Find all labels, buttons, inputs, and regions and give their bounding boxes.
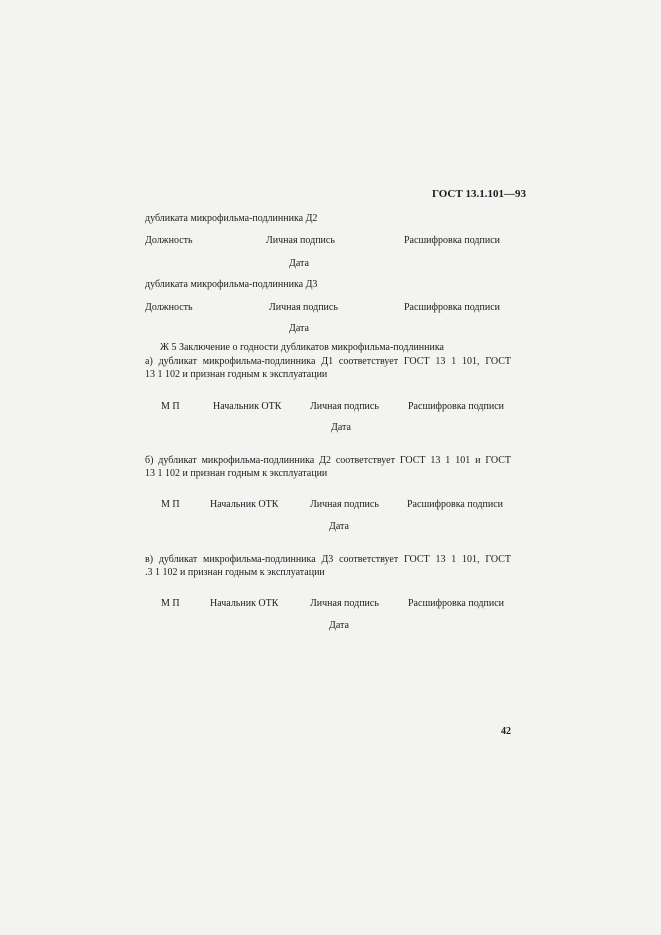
- conclusion-heading: Ж 5 Заключение о годности дубликатов микрофильма-подлинника: [160, 342, 444, 353]
- item-b-line-1: б) дубликат микрофильма-подлинника Д2 соответствует ГОСТ 13 1 101 и ГОСТ: [145, 455, 511, 466]
- item-a-line-2: 13 1 102 и признан годным к эксплуатации: [145, 369, 328, 380]
- d3-title: дубликата микрофильма-подлинника Д3: [145, 279, 318, 290]
- d3-date-label: Дата: [289, 323, 309, 334]
- d3-decoding-label: Расшифровка подписи: [404, 302, 500, 313]
- item-c-line-2: .3 1 102 и признан годным к эксплуатации: [145, 567, 325, 578]
- d3-signature-label: Личная подпись: [269, 302, 338, 313]
- item-a-line-1: а) дубликат микрофильма-подлинника Д1 соответствует ГОСТ 13 1 101, ГОСТ: [145, 356, 511, 367]
- row1-head-otk-label: Начальник ОТК: [213, 401, 282, 412]
- row2-decoding-label: Расшифровка подписи: [407, 499, 503, 510]
- d3-position-label: Должность: [145, 302, 193, 313]
- row1-signature-label: Личная подпись: [310, 401, 379, 412]
- d2-date-label: Дата: [289, 258, 309, 269]
- standard-header: ГОСТ 13.1.101—93: [432, 188, 526, 200]
- row1-mp-label: М П: [161, 401, 180, 412]
- row2-mp-label: М П: [161, 499, 180, 510]
- item-c-line-1: в) дубликат микрофильма-подлинника Д3 соответствует ГОСТ 13 1 101, ГОСТ: [145, 554, 511, 565]
- row3-head-otk-label: Начальник ОТК: [210, 598, 279, 609]
- row2-head-otk-label: Начальник ОТК: [210, 499, 279, 510]
- item-b-line-2: 13 1 102 и признан годным к эксплуатации: [145, 468, 328, 479]
- d2-title: дубликата микрофильма-подлинника Д2: [145, 213, 318, 224]
- row3-signature-label: Личная подпись: [310, 598, 379, 609]
- d2-position-label: Должность: [145, 235, 193, 246]
- row2-signature-label: Личная подпись: [310, 499, 379, 510]
- row3-decoding-label: Расшифровка подписи: [408, 598, 504, 609]
- row2-date-label: Дата: [329, 521, 349, 532]
- d2-signature-label: Личная подпись: [266, 235, 335, 246]
- row3-date-label: Дата: [329, 620, 349, 631]
- page-number: 42: [501, 726, 511, 737]
- row1-decoding-label: Расшифровка подписи: [408, 401, 504, 412]
- row3-mp-label: М П: [161, 598, 180, 609]
- row1-date-label: Дата: [331, 422, 351, 433]
- d2-decoding-label: Расшифровка подписи: [404, 235, 500, 246]
